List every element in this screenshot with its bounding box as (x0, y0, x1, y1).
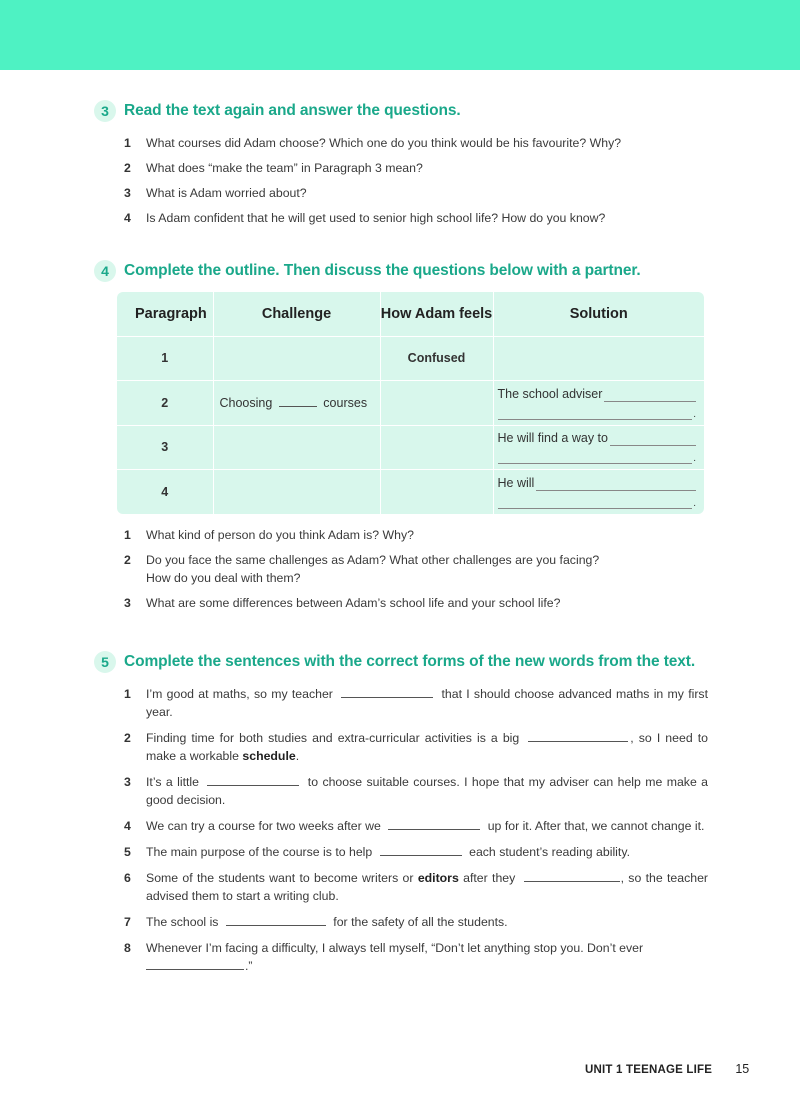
table-row: 2 Choosing courses The school adviser . (117, 381, 704, 426)
section-3 (0, 100, 800, 227)
answer-blank[interactable] (498, 408, 693, 420)
header-paragraph: Paragraph (117, 292, 213, 336)
question-item: 2 What does “make the team” in Paragraph 3 mean? (124, 161, 423, 175)
answer-blank[interactable] (498, 452, 693, 464)
table-row: 1 Confused (117, 336, 704, 381)
page-footer (585, 1062, 749, 1076)
section-5-heading (0, 651, 800, 677)
answer-blank[interactable] (388, 818, 480, 830)
question-list (0, 526, 800, 612)
answer-blank[interactable] (604, 390, 696, 402)
question-item: 2 Do you face the same challenges as Adam? What other challenges are you facing? How do you deal with them? (124, 553, 600, 585)
sentence-list (0, 685, 800, 975)
sentence-item: 2 Finding time for both studies and extra-curricular activities is a big , so I need to make a workable schedule. (124, 731, 708, 763)
answer-blank[interactable] (226, 914, 326, 926)
sentence-item: 1 I’m good at maths, so my teacher that I should choose advanced maths in my first year. (124, 687, 709, 719)
sentence-item: 7 The school is for the safety of all the students. (124, 915, 508, 929)
sentence-item: 8 Whenever I’m facing a difficulty, I always tell myself, “Don’t let anything stop you. Don’t ever .” (124, 941, 644, 973)
section-number: 5 (94, 651, 116, 673)
sentence-item: 6 Some of the students want to become writers or editors after they , so the teacher advised them to start a writing club. (124, 871, 709, 903)
section-title: Read the text again and answer the questions. (124, 102, 461, 119)
section-4-heading (0, 260, 800, 286)
answer-blank[interactable] (380, 844, 462, 856)
unit-label: UNIT 1 TEENAGE LIFE (585, 1064, 713, 1076)
section-title: Complete the outline. Then discuss the questions below with a partner. (124, 262, 641, 279)
question-item: 1 What kind of person do you think Adam is? Why? (124, 528, 414, 542)
section-number: 3 (94, 100, 116, 122)
section-number: 4 (94, 260, 116, 282)
question-list (0, 134, 800, 227)
header-feels: How Adam feels (380, 292, 493, 336)
answer-blank[interactable] (536, 479, 696, 491)
question-item: 1 What courses did Adam choose? Which one do you think would be his favourite? Why? (124, 136, 622, 150)
table-row: 4 He will . (117, 470, 704, 515)
answer-blank[interactable] (341, 686, 433, 698)
answer-blank[interactable] (207, 774, 299, 786)
answer-blank[interactable] (279, 395, 317, 407)
answer-blank[interactable] (528, 730, 628, 742)
section-4-questions (0, 526, 800, 612)
answer-blank[interactable] (610, 434, 696, 446)
question-item: 4 Is Adam confident that he will get used to senior high school life? How do you know? (124, 211, 606, 225)
header-solution: Solution (569, 305, 628, 322)
answer-blank[interactable] (146, 958, 244, 970)
question-item: 3 What is Adam worried about? (124, 186, 307, 200)
section-3-heading (0, 100, 800, 126)
section-5 (0, 651, 800, 975)
sentence-item: 5 The main purpose of the course is to help each student’s reading ability. (124, 845, 630, 859)
answer-blank[interactable] (498, 497, 693, 509)
page-number: 15 (735, 1062, 750, 1076)
outline-table (117, 292, 704, 514)
section-title: Complete the sentences with the correct forms of the new words from the text. (124, 653, 696, 670)
question-item: 3 What are some differences between Adam’s school life and your school life? (124, 596, 561, 610)
sentence-item: 4 We can try a course for two weeks after we up for it. After that, we cannot change it. (124, 819, 705, 833)
table-row: 3 He will find a way to . (117, 425, 704, 470)
section-4 (0, 260, 800, 286)
header-challenge: Challenge (213, 292, 380, 336)
sentence-item: 3 It’s a little to choose suitable courses. I hope that my adviser can help me make a good decision. (124, 775, 709, 807)
answer-blank[interactable] (524, 870, 620, 882)
top-color-band (0, 0, 800, 70)
